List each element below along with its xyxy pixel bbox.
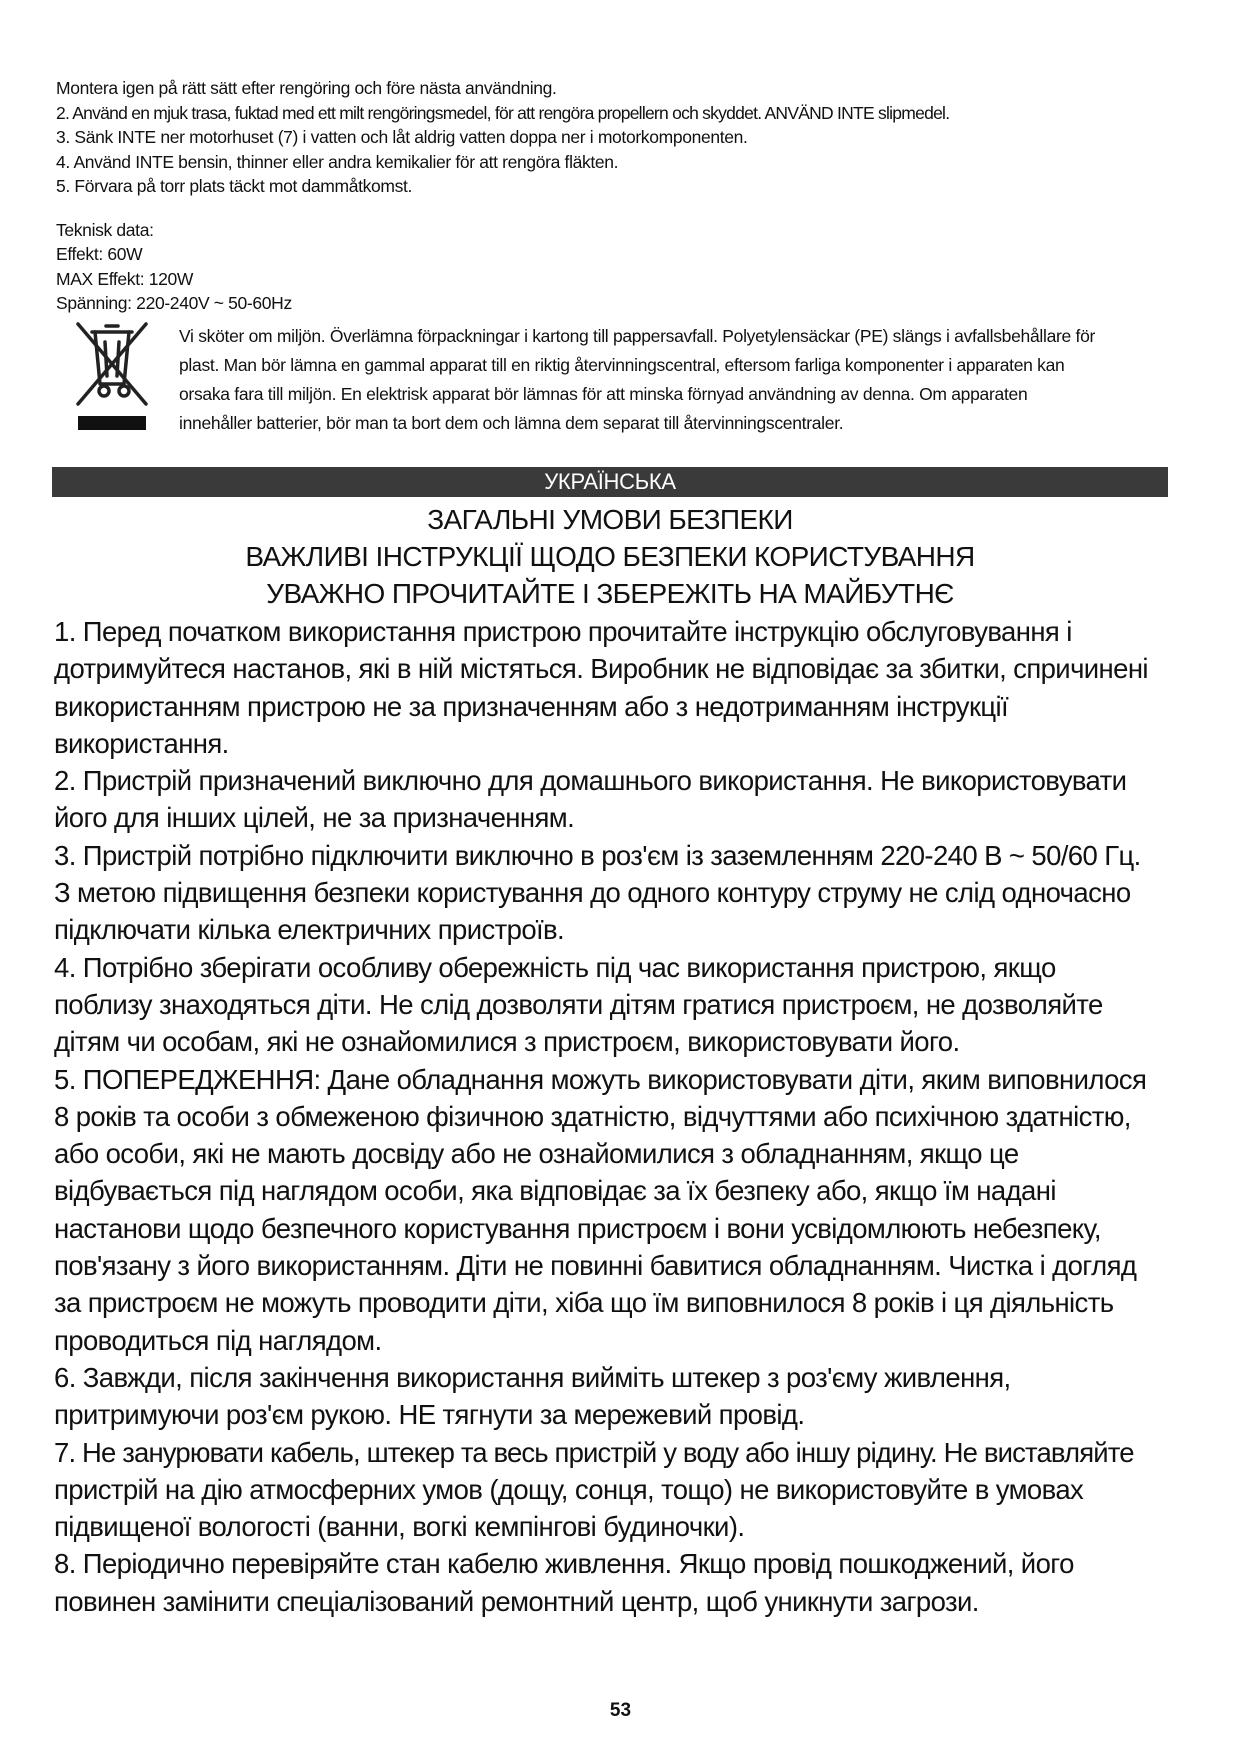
instruction-line: або особи, які не мають досвіду або не ознайомилися з обладнанням, якщо це: [54, 1138, 1019, 1170]
instruction-line: дітям чи особам, які не ознайомилися з пристроєм, використовувати його.: [54, 1026, 960, 1058]
instruction-line: використання.: [54, 727, 229, 759]
technical-data: [56, 218, 1176, 316]
instruction-line: пов'язану з його використанням. Діти не повинні бавитися обладнанням. Чистка і догляд: [54, 1250, 1137, 1282]
instruction-line: 2. Пристрій призначений виключно для домашнього використання. Не використовувати: [54, 765, 1127, 797]
instruction-line: пристрій на дію атмосферних умов (дощу, сонця, тощо) не використовуйте в умовах: [54, 1473, 1084, 1505]
swedish-cleaning-section: [56, 76, 1176, 316]
tech-line: Effekt: 60W: [56, 244, 143, 264]
env-line: innehåller batterier, bör man ta bort dem och lämna dem separat till återvinningscentraler.: [179, 413, 844, 433]
swedish-line: Montera igen på rätt sätt efter rengöring och före nästa användning.: [56, 78, 557, 98]
instruction-line: дотримуйтеся настанов, які в ній містяться. Виробник не відповідає за збитки, спричинені: [54, 653, 1148, 685]
instruction-line: 7. Не занурювати кабель, штекер та весь пристрій у воду або іншу рідину. Не виставляйте: [54, 1436, 1134, 1468]
instruction-line: настанови щодо безпечного користування пристроєм і вони усвідомлюють небезпеку,: [54, 1212, 1101, 1244]
swedish-line: 3. Sänk INTE ner motorhuset (7) i vatten och låt aldrig vatten doppa ner i motorkomponenten.: [56, 127, 748, 147]
instruction-line: 6. Завжди, після закінчення використання вийміть штекер з роз'єму живлення,: [54, 1361, 1011, 1393]
swedish-line: 4. Använd INTE bensin, thinner eller andra kemikalier för att rengöra fläkten.: [56, 151, 619, 172]
instruction-line: підвищеної вологості (ванни, вогкі кемпінгові будиночки).: [54, 1511, 745, 1543]
tech-line: MAX Effekt: 120W: [56, 268, 194, 289]
environment-notice: [179, 322, 1179, 438]
page-number: 53: [609, 1700, 632, 1721]
instruction-line: відбувається під наглядом особи, яка відповідає за їх безпеку або, якщо їм надані: [54, 1175, 1056, 1207]
instruction-line: притримуючи роз'єм рукою. НЕ тягнути за мережевий провід.: [54, 1399, 805, 1431]
heading: ВАЖЛИВІ ІНСТРУКЦІЇ ЩОДО БЕЗПЕКИ КОРИСТУВАННЯ: [245, 541, 975, 572]
swedish-line: 2. Använd en mjuk trasa, fuktad med ett milt rengöringsmedel, för att rengöra propellern och skyddet. ANVÄND INTE slipmedel.: [56, 102, 950, 123]
heading: УВАЖНО ПРОЧИТАЙТЕ І ЗБЕРЕЖІТЬ НА МАЙБУТНЄ: [266, 578, 954, 609]
instruction-line: 8. Періодично перевіряйте стан кабелю живлення. Якщо провід пошкоджений, його: [54, 1548, 1074, 1580]
instruction-line: 1. Перед початком використання пристрою прочитайте інструкцію обслуговування і: [54, 616, 1072, 647]
instruction-line: за пристроєм не можуть проводити діти, хіба що їм виповнилося 8 років і ця діяльність: [54, 1287, 1114, 1319]
heading: ЗАГАЛЬНІ УМОВИ БЕЗПЕКИ: [427, 504, 793, 535]
tech-line: Spänning: 220-240V ~ 50-60Hz: [56, 293, 292, 313]
instruction-line: 5. ПОПЕРЕДЖЕННЯ: Дане обладнання можуть використовувати діти, яким виповнилося: [54, 1063, 1147, 1095]
tech-line: Teknisk data:: [56, 219, 154, 240]
instruction-line: 8 років та особи з обмеженою фізичною здатністю, відчуттями або психічною здатністю,: [54, 1100, 1131, 1132]
instruction-line: 3. Пристрій потрібно підключити виключно в роз'єм із заземленням 220-240 В ~ 50/60 Гц.: [54, 839, 1141, 871]
env-line: plast. Man bör lämna en gammal apparat till en riktig återvinningscentral, eftersom farliga komponenter i apparaten kan: [179, 355, 1065, 375]
instruction-line: З метою підвищення безпеки користування до одного контуру струму не слід одночасно: [54, 877, 1131, 909]
env-line: Vi sköter om miljön. Överlämna förpackningar i kartong till pappersavfall. Polyetylensäckar (PE) slängs i avfallsbehållare för: [179, 326, 1096, 346]
instruction-line: його для інших цілей, не за призначенням.: [54, 802, 575, 834]
ukrainian-instructions: [54, 613, 1194, 1620]
instruction-line: використанням пристрою не за призначенням або з недотриманням інструкції: [54, 690, 1009, 722]
weee-crossed-bin-icon: [72, 318, 152, 436]
swedish-line: 5. Förvara på torr plats täckt mot dammåtkomst.: [56, 176, 413, 196]
language-section-bar: УКРАЇНСЬКА: [52, 467, 1168, 497]
instruction-line: проводиться під наглядом.: [54, 1324, 382, 1356]
instruction-line: підключати кілька електричних пристроїв.: [54, 914, 565, 946]
instruction-line: повинен замінити спеціалізований ремонтний центр, щоб уникнути загрози.: [54, 1585, 979, 1617]
safety-headings: [52, 501, 1168, 612]
env-line: orsaka fara till miljön. En elektrisk apparat bör lämnas för att minska förnyad användning av denna. Om apparaten: [179, 384, 1028, 404]
instruction-line: 4. Потрібно зберігати особливу обережність під час використання пристрою, якщо: [54, 951, 1056, 983]
instruction-line: поблизу знаходяться діти. Не слід дозволяти дітям гратися пристроєм, не дозволяйте: [54, 988, 1103, 1020]
